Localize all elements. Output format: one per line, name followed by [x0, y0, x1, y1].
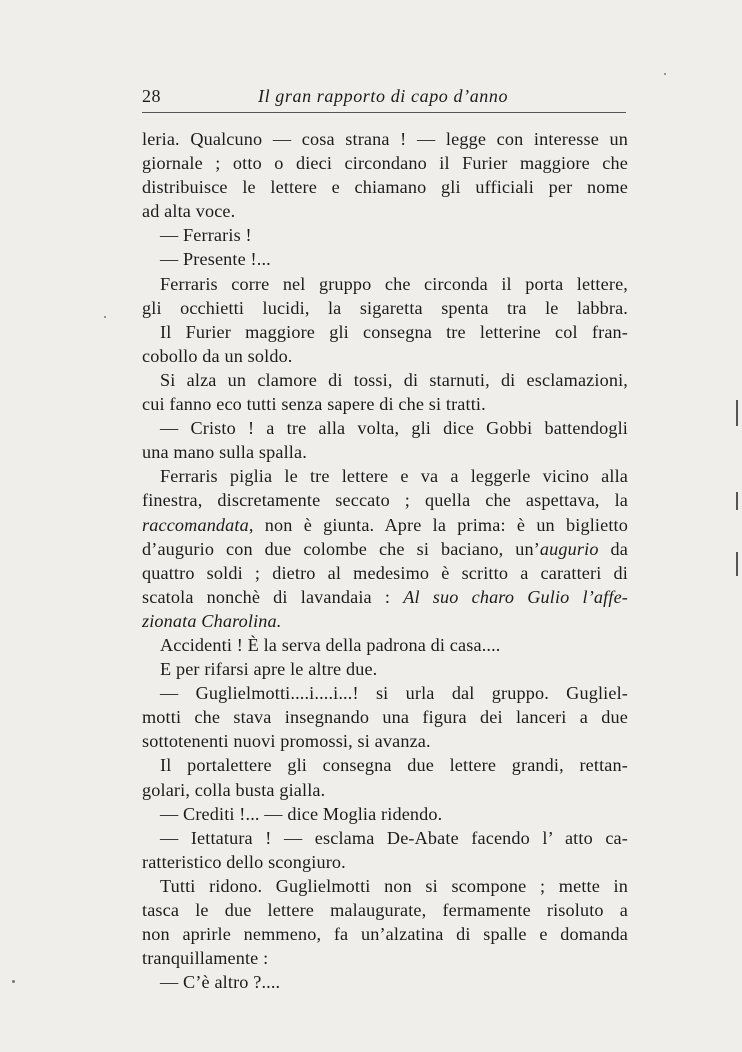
text-line: Il Furier maggiore gli consegna tre letterine col fran-	[160, 321, 628, 342]
text-line: ratteristico dello scongiuro.	[142, 851, 346, 872]
text-line	[142, 537, 628, 561]
text-line: quattro soldi ; dietro al medesimo è scritto a caratteri di	[142, 562, 628, 583]
paper-speck	[12, 980, 15, 983]
text-segment: d’augurio con due colombe che si baciano, un’	[142, 538, 540, 559]
dialogue-line: — Presente !...	[160, 249, 271, 270]
text-line: una mano sulla spalla.	[142, 442, 307, 463]
page-edge-mark	[736, 400, 738, 426]
running-title: Il gran rapporto di capo d’anno	[258, 86, 509, 106]
text-line: distribuisce le lettere e chiamano gli ufficiali per nome	[142, 177, 628, 198]
text-line	[142, 609, 628, 633]
page-edge-mark	[736, 492, 738, 510]
page-header	[142, 86, 626, 108]
text-segment: da	[598, 538, 628, 559]
text-line: cobollo da un soldo.	[142, 345, 293, 366]
text-line: giornale ; otto o dieci circondano il Furier maggiore che	[142, 153, 628, 174]
paper-speck	[664, 73, 666, 75]
page-edge-mark	[736, 552, 738, 576]
text-line: motti che stava insegnando una figura dei lanceri a due	[142, 707, 628, 728]
page-number: 28	[142, 86, 161, 106]
dialogue-line: — Ferraris !	[160, 225, 252, 246]
text-line: Ferraris corre nel gruppo che circonda il porta lettere,	[160, 273, 628, 294]
text-line: Il portalettere gli consegna due lettere grandi, rettan-	[160, 755, 628, 776]
text-line: leria. Qualcuno — cosa strana ! — legge con interesse un	[142, 129, 628, 149]
text-line: Ferraris piglia le tre lettere e va a leggerle vicino alla	[160, 466, 628, 487]
text-line: non aprirle nemmeno, fa un’alzatina di spalle e domanda	[142, 924, 628, 945]
dialogue-line: — Crediti !... — dice Moglia ridendo.	[160, 803, 443, 824]
body-text	[142, 127, 628, 994]
text-segment: scatola nonchè di lavandaia :	[142, 586, 404, 607]
text-line: tasca le due lettere malaugurate, fermamente risoluto a	[142, 900, 628, 920]
header-rule	[142, 112, 626, 113]
text-line: finestra, discretamente seccato ; quella che aspettava, la	[142, 490, 628, 511]
dialogue-line: — Cristo ! a tre alla volta, gli dice Gobbi battendogli	[160, 418, 628, 439]
text-line: ad alta voce.	[142, 201, 236, 222]
dialogue-line: — Iettatura ! — esclama De-Abate facendo l’ atto ca-	[160, 827, 628, 848]
text-line: E per rifarsi apre le altre due.	[160, 659, 378, 680]
text-line: Accidenti ! È la serva della padrona di casa....	[160, 634, 501, 655]
italic-text: Al suo charo Gulio l’affe-	[403, 586, 628, 607]
text-line: Si alza un clamore di tossi, di starnuti, di esclamazioni,	[160, 369, 628, 390]
text-line	[142, 513, 628, 537]
italic-text: zionata Charolina.	[142, 610, 282, 631]
text-line: tranquillamente :	[142, 948, 269, 969]
italic-text: raccomandata	[142, 514, 249, 535]
text-line: cui fanno eco tutti senza sapere di che si tratti.	[142, 394, 486, 415]
dialogue-line: — Guglielmotti....i....i...! si urla dal gruppo. Gugliel-	[160, 683, 628, 704]
paper-speck	[104, 316, 106, 318]
text-line: sottotenenti nuovi promossi, si avanza.	[142, 731, 431, 752]
text-line: golari, colla busta gialla.	[142, 779, 326, 800]
text-line	[142, 585, 628, 609]
text-line: Tutti ridono. Guglielmotti non si scompone ; mette in	[160, 875, 628, 896]
text-line: gli occhietti lucidi, la sigaretta spenta tra le labbra.	[142, 297, 628, 318]
dialogue-line: — C’è altro ?....	[160, 972, 281, 993]
italic-text: augurio	[539, 538, 599, 559]
text-segment: , non è giunta. Apre la prima: è un biglietto	[248, 514, 628, 535]
